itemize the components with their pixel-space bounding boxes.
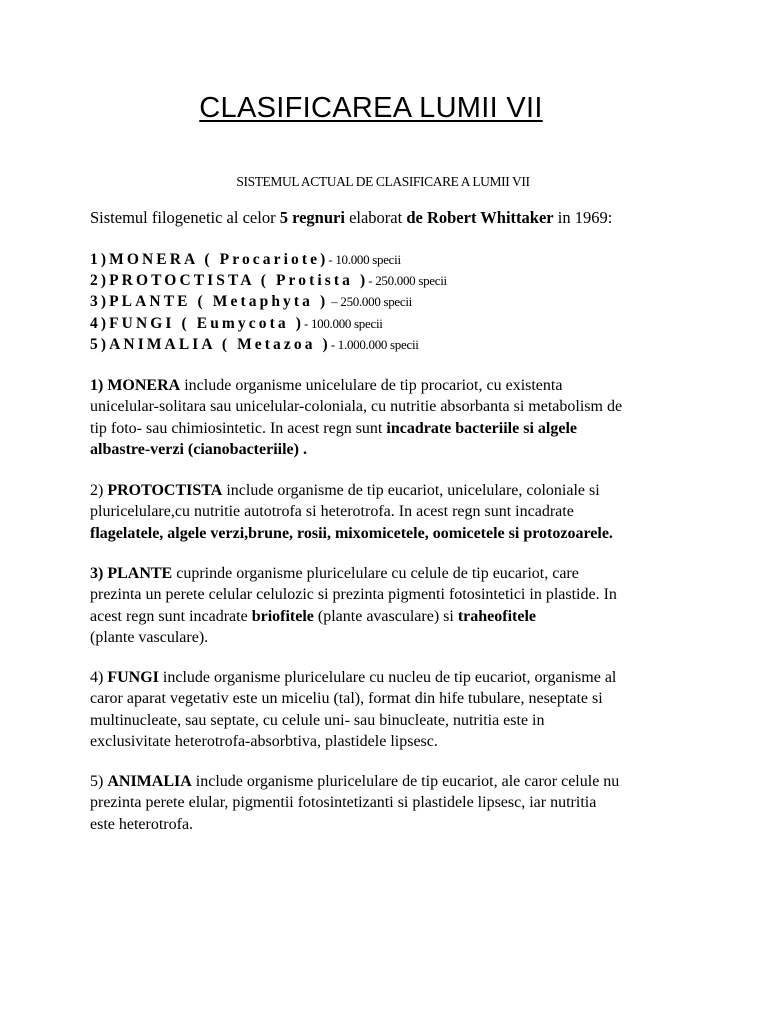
paragraph-line: multinucleate, sau septate, cu celule uni- sau binucleate, nutritia este in bbox=[90, 711, 545, 729]
paragraph-line bbox=[90, 667, 690, 688]
paragraph-text: include organisme pluricelulare cu nucleu de tip eucariot, organisme al bbox=[158, 669, 617, 686]
paragraph-text: acest regn sunt incadrate bbox=[90, 607, 252, 625]
section-heading-plante: 3) PLANTE bbox=[90, 565, 173, 582]
kingdom-separator: - bbox=[303, 315, 311, 331]
intro-text-2: elaborat bbox=[344, 208, 407, 227]
intro-bold-1: 5 regnuri bbox=[279, 208, 345, 227]
intro-text-3: in 1969: bbox=[553, 208, 613, 227]
kingdom-item-plante bbox=[90, 293, 447, 314]
section-heading-animalia: ANIMALIA bbox=[107, 773, 192, 790]
paragraph-line: exclusivitate heterotrofa-absorbtiva, plastidele lipsesc. bbox=[90, 732, 438, 750]
kingdom-list bbox=[90, 251, 447, 357]
section-number: 2) bbox=[90, 482, 108, 499]
kingdom-separator: – bbox=[328, 294, 341, 310]
kingdom-name: 3)PLANTE ( Metaphyta ) bbox=[90, 293, 329, 311]
page-title: CLASIFICAREA LUMII VII bbox=[199, 92, 543, 124]
protoctista-paragraph bbox=[90, 480, 690, 544]
bold-text: briofitele bbox=[251, 607, 314, 625]
fungi-paragraph bbox=[90, 667, 690, 752]
paragraph-text: include organisme unicelulare de tip procariot, cu existenta bbox=[180, 377, 563, 394]
paragraph-line bbox=[90, 439, 690, 460]
animalia-paragraph bbox=[90, 771, 690, 835]
paragraph-text: include organisme pluricelulare de tip eucariot, ale caror celule nu bbox=[191, 773, 620, 790]
paragraph-line bbox=[90, 418, 690, 439]
intro-bold-2: de Robert Whittaker bbox=[406, 208, 554, 227]
kingdom-item-protoctista bbox=[90, 272, 447, 293]
intro-paragraph bbox=[90, 208, 612, 228]
kingdom-name: 5)ANIMALIA ( Metazoa ) bbox=[90, 335, 331, 353]
paragraph-line: prezinta un perete celular celulozic si prezinta pigmenti fotosintetici in plastide. In bbox=[90, 586, 617, 604]
paragraph-line: (plante vasculare). bbox=[90, 628, 209, 646]
paragraph-line: este heterotrofa. bbox=[90, 815, 194, 833]
kingdom-item-animalia bbox=[90, 336, 447, 357]
paragraph-line bbox=[90, 375, 690, 396]
bold-text: incadrate bacteriile si algele bbox=[386, 419, 577, 437]
kingdom-name: 2)PROTOCTISTA ( Protista ) bbox=[90, 272, 369, 290]
section-heading-protoctista: PROTOCTISTA bbox=[107, 482, 223, 499]
kingdom-species-count: 250.000 specii bbox=[375, 273, 447, 289]
kingdom-species-count: 10.000 specii bbox=[335, 252, 401, 267]
kingdom-species-count: 1.000.000 specii bbox=[337, 336, 419, 352]
paragraph-line: unicelular-solitara sau unicelular-coloniala, cu nutritie absorbanta si metabolism de bbox=[90, 398, 623, 416]
paragraph-text: cuprinde organisme pluricelulare cu celule de tip eucariot, care bbox=[172, 565, 579, 582]
paragraph-text: (plante avasculare) si bbox=[313, 607, 458, 625]
section-heading-fungi: FUNGI bbox=[107, 669, 159, 686]
paragraph-line: caror aparat vegetativ este un miceliu (tal), format din hife tubulare, neseptate si bbox=[90, 690, 603, 708]
paragraph-line bbox=[90, 606, 690, 627]
kingdom-item-fungi bbox=[90, 315, 447, 336]
paragraph-line bbox=[90, 771, 690, 792]
paragraph-line: pluricelulare,cu nutritie autotrofa si heterotrofa. In acest regn sunt incadrate bbox=[90, 503, 574, 521]
kingdom-species-count: 250.000 specii bbox=[340, 294, 412, 310]
paragraph-line bbox=[90, 523, 690, 544]
kingdom-separator: - bbox=[330, 336, 338, 352]
kingdom-item-monera bbox=[90, 251, 447, 272]
bold-text: flagelatele, algele verzi,brune, rosii, mixomicetele, oomicetele si protozoarele. bbox=[90, 524, 613, 542]
plante-paragraph bbox=[90, 563, 690, 648]
paragraph-text: include organisme de tip eucariot, unicelulare, coloniale si bbox=[222, 482, 600, 499]
kingdom-name: 4)FUNGI ( Eumycota ) bbox=[90, 314, 304, 332]
kingdom-species-count: 100.000 specii bbox=[310, 315, 383, 331]
bold-text: albastre-verzi (cianobacteriile) . bbox=[90, 440, 307, 458]
section-number: 5) bbox=[90, 773, 108, 790]
paragraph-line bbox=[90, 480, 690, 501]
kingdom-separator: - bbox=[328, 252, 336, 267]
monera-paragraph bbox=[90, 375, 690, 460]
section-heading-monera: 1) MONERA bbox=[90, 377, 181, 394]
intro-text-1: Sistemul filogenetic al celor bbox=[90, 208, 280, 227]
section-number: 4) bbox=[90, 669, 108, 686]
bold-text: traheofitele bbox=[457, 607, 537, 625]
kingdom-separator: - bbox=[368, 273, 376, 289]
page-subtitle: SISTEMUL ACTUAL DE CLASIFICARE A LUMII VII bbox=[236, 174, 530, 189]
paragraph-line: prezinta perete elular, pigmentii fotosintetizanti si plastidele lipsesc, iar nutritia bbox=[90, 794, 597, 812]
paragraph-text: tip foto- sau chimiosintetic. In acest regn sunt bbox=[90, 419, 387, 437]
kingdom-name: 1)MONERA ( Procariote) bbox=[90, 251, 329, 268]
paragraph-line bbox=[90, 563, 690, 584]
